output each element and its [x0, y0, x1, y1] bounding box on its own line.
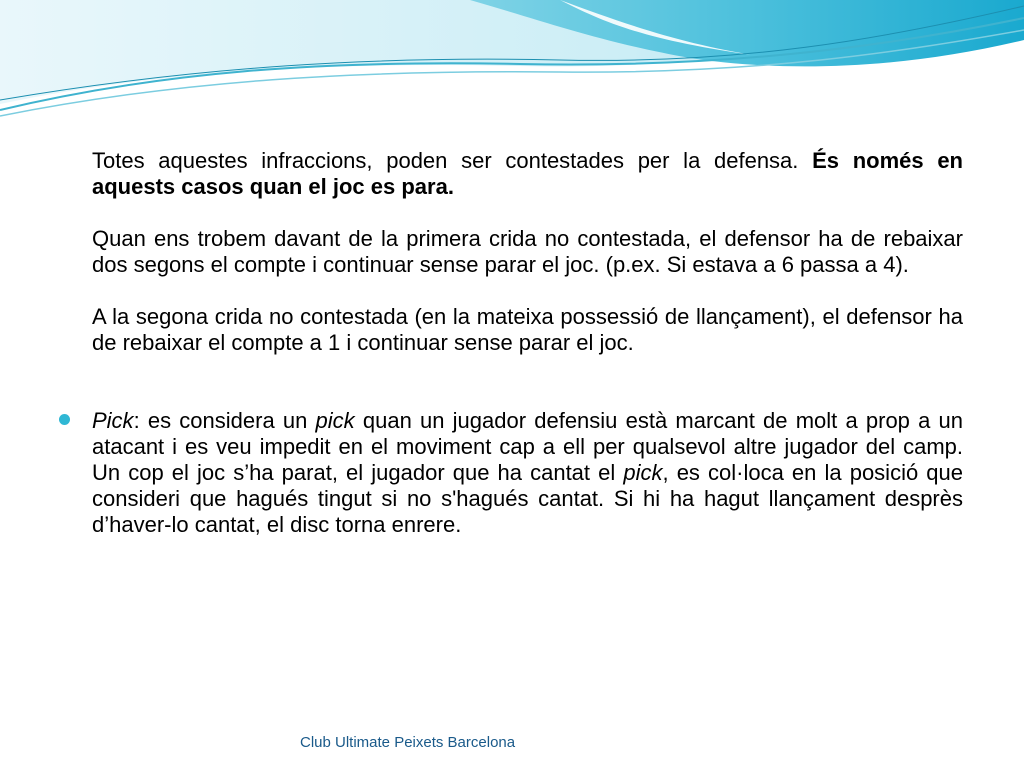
paragraph-second-call: A la segona crida no contestada (en la mateixa possessió de llançament), el defensor ha de rebaixar el compte a 1 i continuar sense parar el joc. — [92, 304, 963, 355]
bullet-text-part2: quan un jugador defensiu està marcant de molt a prop a un atacant i es veu impedit en el moviment cap a ell per qualsevol altre jugador del camp. Un cop el joc s’ha parat, el jugador que ha cantat el — [92, 408, 963, 485]
bullet-pick-text — [92, 408, 963, 538]
header-wave-decoration — [0, 0, 1024, 120]
bullet-pick — [92, 408, 963, 538]
paragraph-infractions-text: Totes aquestes infraccions, poden ser contestades per la defensa. — [92, 148, 813, 173]
bullet-term-inline-2: pick — [623, 460, 663, 485]
paragraph-infractions-bold: És només en aquests casos quan el joc es para. — [92, 148, 963, 199]
bullet-term-inline: pick — [315, 408, 355, 433]
paragraph-infractions — [92, 148, 963, 200]
bullet-text-part3: , es col·loca en la posició que consideri que hagués tingut si no s'hagués cantat. Si hi ha hagut llançament desprès d’haver-lo cantat, el disc torna enrere. — [92, 460, 963, 537]
bullet-term: Pick — [92, 408, 134, 433]
paragraph-first-call: Quan ens trobem davant de la primera crida no contestada, el defensor ha de rebaixar dos segons el compte i continuar sense parar el joc. (p.ex. Si estava a 6 passa a 4). — [92, 226, 963, 277]
bullet-dot-icon — [59, 414, 70, 425]
footer-club-name: Club Ultimate Peixets Barcelona — [300, 734, 516, 751]
bullet-text-part1: : es considera un — [133, 408, 316, 433]
body-text — [92, 148, 963, 564]
